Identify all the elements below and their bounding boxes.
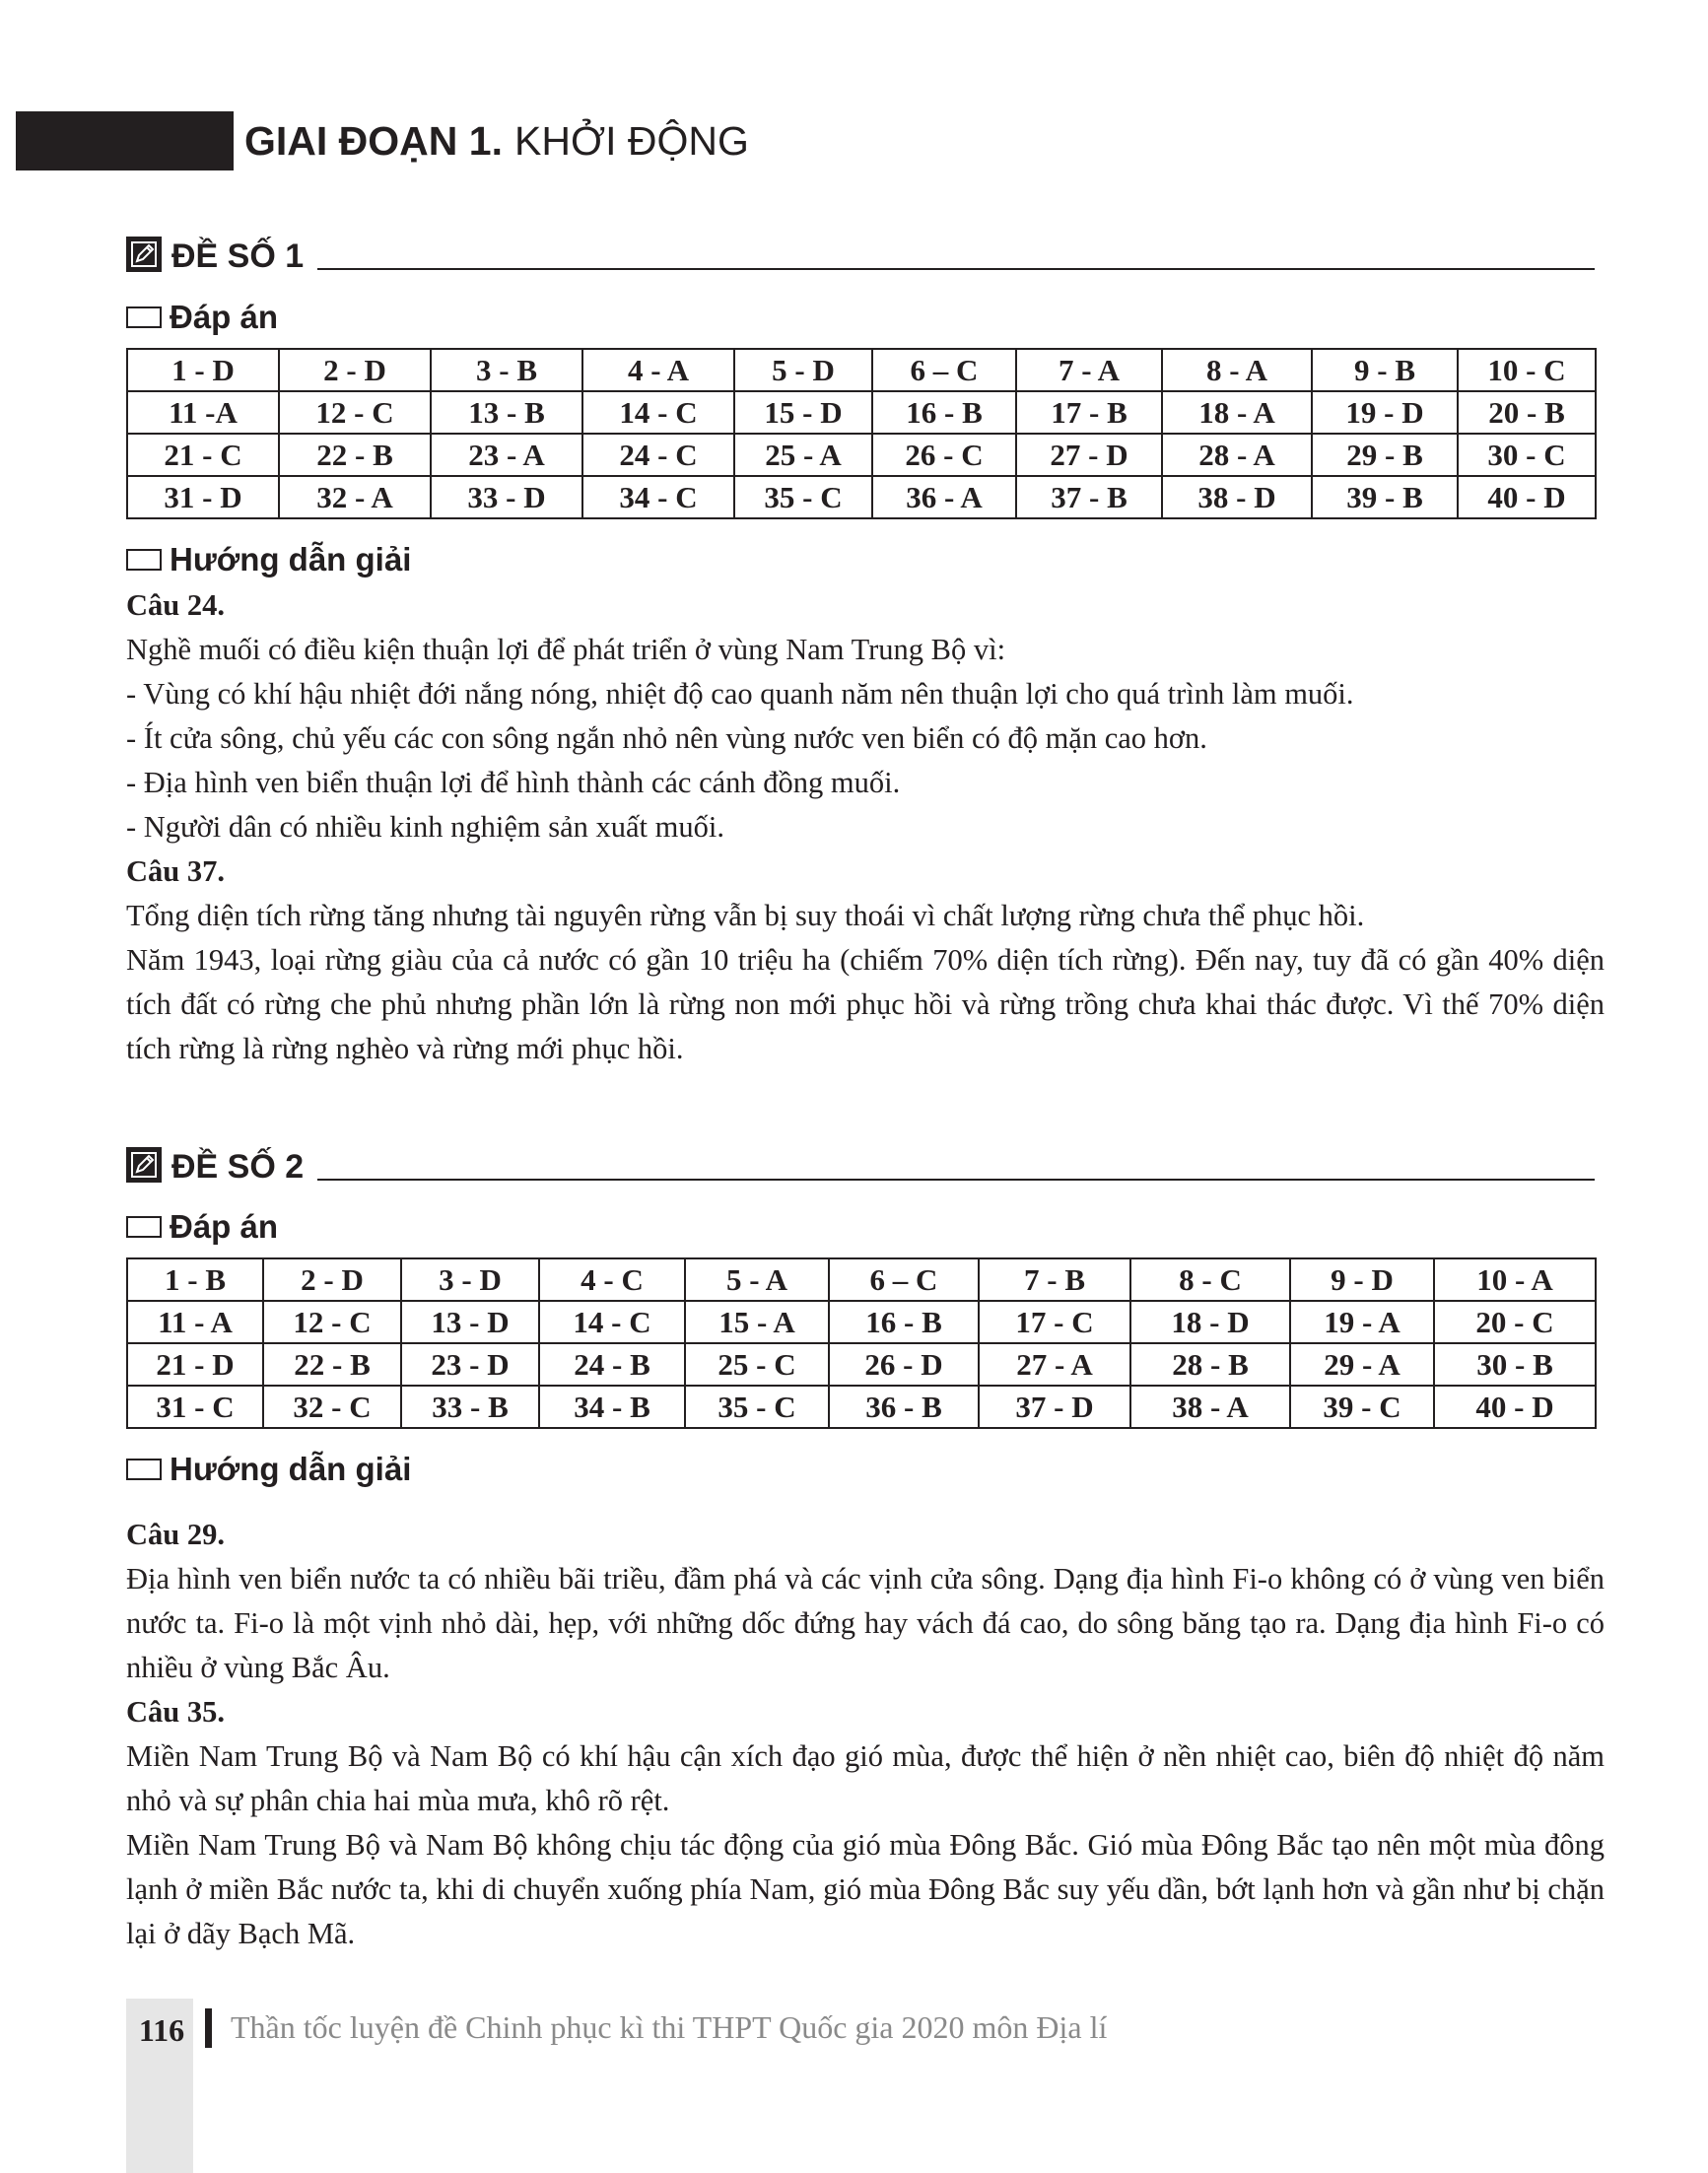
square-icon (126, 1216, 162, 1238)
answer-row (127, 1258, 1596, 1301)
exam1-guide-text (126, 583, 1605, 1071)
answer-cell: 25 - A (734, 434, 872, 476)
exam1-q37-paragraph: Tổng diện tích rừng tăng nhưng tài nguyên rừng vẫn bị suy thoái vì chất lượng rừng chưa thể phục hồi. (126, 899, 1365, 932)
answer-cell: 39 - C (1290, 1386, 1434, 1428)
answer-cell: 21 - D (127, 1343, 263, 1386)
answer-cell: 20 - B (1458, 391, 1596, 434)
square-icon (126, 306, 162, 328)
answer-cell: 19 - A (1290, 1301, 1434, 1343)
exam1-answer-table (126, 348, 1597, 519)
answer-cell: 13 - D (401, 1301, 539, 1343)
answer-cell: 25 - C (685, 1343, 829, 1386)
answer-row (127, 476, 1596, 518)
answer-cell: 13 - B (431, 391, 582, 434)
answer-cell: 29 - A (1290, 1343, 1434, 1386)
exam1-guide-heading (126, 539, 411, 580)
answer-cell: 1 - B (127, 1258, 263, 1301)
answer-cell: 8 - A (1162, 349, 1312, 391)
answer-cell: 27 - D (1016, 434, 1162, 476)
answer-cell: 40 - D (1434, 1386, 1596, 1428)
answer-cell: 26 - D (829, 1343, 979, 1386)
stage-header-bar (16, 111, 234, 170)
answer-cell: 11 -A (127, 391, 279, 434)
answer-cell: 3 - D (401, 1258, 539, 1301)
answer-row (127, 1386, 1596, 1428)
answer-cell: 19 - D (1312, 391, 1458, 434)
exam2-answer-table (126, 1257, 1597, 1429)
answer-cell: 21 - C (127, 434, 279, 476)
answer-cell: 35 - C (734, 476, 872, 518)
page-number: 116 (138, 2012, 185, 2048)
exam2-title-rule (317, 1179, 1595, 1181)
answer-cell: 40 - D (1458, 476, 1596, 518)
answer-cell: 12 - C (279, 391, 431, 434)
exam2-title: ĐỀ SỐ 2 (171, 1148, 305, 1186)
answer-cell: 10 - C (1458, 349, 1596, 391)
answer-cell: 24 - C (582, 434, 734, 476)
answer-cell: 18 - A (1162, 391, 1312, 434)
square-icon (126, 549, 162, 571)
stage-title-bold: GIAI ĐOẠN 1. (244, 117, 503, 164)
answer-cell: 37 - B (1016, 476, 1162, 518)
pencil-icon (126, 237, 162, 272)
answer-cell: 20 - C (1434, 1301, 1596, 1343)
pencil-icon (126, 1147, 162, 1183)
answer-cell: 32 - C (263, 1386, 401, 1428)
square-icon (126, 1459, 162, 1480)
answer-cell: 37 - D (979, 1386, 1130, 1428)
answer-cell: 39 - B (1312, 476, 1458, 518)
answer-cell: 6 – C (829, 1258, 979, 1301)
answer-cell: 12 - C (263, 1301, 401, 1343)
answer-cell: 36 - B (829, 1386, 979, 1428)
exam1-q37-label: Câu 37. (126, 854, 225, 888)
answer-cell: 34 - B (539, 1386, 685, 1428)
answer-cell: 31 - D (127, 476, 279, 518)
answer-cell: 15 - A (685, 1301, 829, 1343)
answer-row (127, 434, 1596, 476)
answer-cell: 14 - C (582, 391, 734, 434)
exam2-guide-text (126, 1513, 1605, 1956)
answer-cell: 38 - D (1162, 476, 1312, 518)
answer-cell: 2 - D (279, 349, 431, 391)
answer-cell: 18 - D (1130, 1301, 1290, 1343)
answer-cell: 5 - A (685, 1258, 829, 1301)
answer-cell: 38 - A (1130, 1386, 1290, 1428)
answer-cell: 23 - A (431, 434, 582, 476)
exam1-answers-heading-label: Đáp án (170, 299, 279, 335)
answer-cell: 2 - D (263, 1258, 401, 1301)
exam1-q24-line: - Địa hình ven biển thuận lợi để hình thành các cánh đồng muối. (126, 766, 901, 799)
answer-cell: 15 - D (734, 391, 872, 434)
footer-book-title: Thần tốc luyện đề Chinh phục kì thi THPT Quốc gia 2020 môn Địa lí (231, 2009, 1108, 2045)
exam2-q35-label: Câu 35. (126, 1695, 225, 1729)
answer-cell: 30 - B (1434, 1343, 1596, 1386)
exam1-q37-paragraph: Năm 1943, loại rừng giàu của cả nước có gần 10 triệu ha (chiếm 70% diện tích rừng). Đến nay, tuy đã có gần 40% diện tích đất có rừng che phủ nhưng phần lớn là rừng non mới phục hồi và rừng trồng chưa khai thác được. Vì thế 70% diện tích rừng là rừng nghèo và rừng mới phục hồi. (126, 943, 1605, 1065)
answer-cell: 3 - B (431, 349, 582, 391)
answer-cell: 27 - A (979, 1343, 1130, 1386)
exam2-q29-label: Câu 29. (126, 1518, 225, 1551)
exam1-answers-heading (126, 297, 278, 338)
answer-row (127, 1343, 1596, 1386)
answer-cell: 31 - C (127, 1386, 263, 1428)
answer-cell: 26 - C (872, 434, 1016, 476)
exam2-answers-heading (126, 1206, 278, 1248)
answer-cell: 36 - A (872, 476, 1016, 518)
exam1-q24-line: - Người dân có nhiều kinh nghiệm sản xuất muối. (126, 810, 724, 844)
answer-cell: 24 - B (539, 1343, 685, 1386)
stage-title-rest: KHỞI ĐỘNG (513, 117, 749, 164)
answer-cell: 9 - D (1290, 1258, 1434, 1301)
answer-cell: 17 - B (1016, 391, 1162, 434)
answer-cell: 28 - A (1162, 434, 1312, 476)
answer-cell: 10 - A (1434, 1258, 1596, 1301)
exam1-q24-line: - Ít cửa sông, chủ yếu các con sông ngắn nhỏ nên vùng nước ven biển có độ mặn cao hơn. (126, 721, 1207, 755)
exam2-q35-paragraph: Miền Nam Trung Bộ và Nam Bộ không chịu tác động của gió mùa Đông Bắc. Gió mùa Đông Bắc tạo nên một mùa đông lạnh ở miền Bắc nước ta, khi di chuyển xuống phía Nam, gió mùa Đông Bắc suy yếu dần, bớt lạnh hơn và gần như bị chặn lại ở dãy Bạch Mã. (126, 1828, 1605, 1950)
exam2-q35-paragraph: Miền Nam Trung Bộ và Nam Bộ có khí hậu cận xích đạo gió mùa, được thể hiện ở nền nhiệt cao, biên độ nhiệt độ năm nhỏ và sự phân chia hai mùa mưa, khô rõ rệt. (126, 1739, 1605, 1817)
answer-cell: 17 - C (979, 1301, 1130, 1343)
answer-cell: 35 - C (685, 1386, 829, 1428)
exam2-header (126, 1137, 1595, 1187)
answer-cell: 7 - B (979, 1258, 1130, 1301)
exam1-guide-heading-label: Hướng dẫn giải (170, 541, 412, 577)
exam2-q29-paragraph: Địa hình ven biển nước ta có nhiều bãi triều, đầm phá và các vịnh cửa sông. Dạng địa hình Fi-o không có ở vùng ven biển nước ta. Fi-o là một vịnh nhỏ dài, hẹp, với những dốc đứng hay vách đá cao, do sông băng tạo ra. Dạng địa hình Fi-o có nhiều ở vùng Bắc Âu. (126, 1562, 1605, 1684)
exam1-q24-label: Câu 24. (126, 588, 225, 622)
answer-cell: 22 - B (263, 1343, 401, 1386)
answer-cell: 14 - C (539, 1301, 685, 1343)
exam1-title: ĐỀ SỐ 1 (171, 238, 305, 275)
answer-cell: 7 - A (1016, 349, 1162, 391)
stage-title (244, 111, 749, 170)
answer-cell: 16 - B (829, 1301, 979, 1343)
answer-cell: 4 - A (582, 349, 734, 391)
exam1-q24-line: Nghề muối có điều kiện thuận lợi để phát triển ở vùng Nam Trung Bộ vì: (126, 633, 1006, 666)
answer-cell: 4 - C (539, 1258, 685, 1301)
answer-cell: 5 - D (734, 349, 872, 391)
exam2-guide-heading (126, 1449, 411, 1490)
answer-cell: 34 - C (582, 476, 734, 518)
exam1-title-rule (317, 268, 1595, 270)
exam1-q24-line: - Vùng có khí hậu nhiệt đới nắng nóng, nhiệt độ cao quanh năm nên thuận lợi cho quá trình làm muối. (126, 677, 1354, 711)
answer-cell: 11 - A (127, 1301, 263, 1343)
answer-cell: 30 - C (1458, 434, 1596, 476)
answer-cell: 32 - A (279, 476, 431, 518)
answer-cell: 33 - B (401, 1386, 539, 1428)
answer-cell: 33 - D (431, 476, 582, 518)
footer-divider (205, 2008, 212, 2048)
answer-cell: 23 - D (401, 1343, 539, 1386)
answer-row (127, 349, 1596, 391)
answer-cell: 16 - B (872, 391, 1016, 434)
answer-cell: 8 - C (1130, 1258, 1290, 1301)
answer-cell: 1 - D (127, 349, 279, 391)
answer-cell: 29 - B (1312, 434, 1458, 476)
exam2-answers-heading-label: Đáp án (170, 1208, 279, 1245)
answer-cell: 6 – C (872, 349, 1016, 391)
answer-row (127, 1301, 1596, 1343)
answer-row (127, 391, 1596, 434)
answer-cell: 22 - B (279, 434, 431, 476)
answer-cell: 28 - B (1130, 1343, 1290, 1386)
answer-cell: 9 - B (1312, 349, 1458, 391)
exam1-header (126, 227, 1595, 276)
exam2-guide-heading-label: Hướng dẫn giải (170, 1451, 412, 1487)
